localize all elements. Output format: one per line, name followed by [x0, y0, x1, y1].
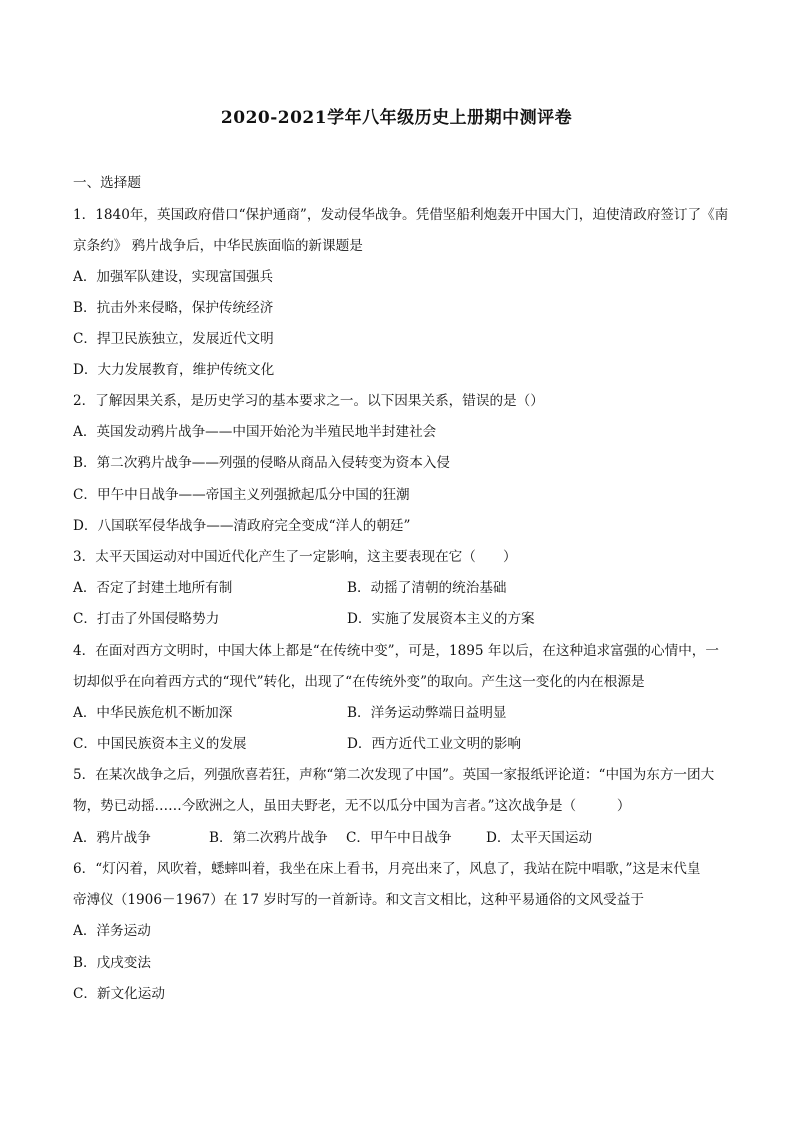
question-5-option-b: B．第二次鸦片战争 — [209, 830, 328, 846]
question-5-option-c: C．甲午中日战争 — [346, 830, 452, 846]
question-4-option-b: B．洋务运动弊端日益明显 — [347, 705, 507, 721]
question-6-option-c: C．新文化运动 — [73, 986, 165, 1002]
question-4-stem-line-1: 4．在面对西方文明时，中国大体上都是“在传统中变”，可是，1895 年以后，在这种追求富强的心情中，一 — [73, 643, 719, 659]
question-1-stem-line-1: 1．1840年，英国政府借口“保护通商”，发动侵华战争。凭借坚船利炮轰开中国大门，迫使清政府签订了《南 — [73, 207, 728, 223]
question-1-stem-line-2: 京条约》 鸦片战争后，中华民族面临的新课题是 — [73, 238, 363, 254]
question-1-option-d: D．大力发展教育，维护传统文化 — [73, 362, 275, 378]
question-6-option-a: A．洋务运动 — [73, 923, 151, 939]
question-2-option-d: D．八国联军侵华战争——清政府完全变成“洋人的朝廷” — [73, 518, 411, 534]
question-5-option-d: D．太平天国运动 — [486, 830, 593, 846]
question-1-option-a: A．加强军队建设，实现富国强兵 — [73, 269, 274, 285]
section-heading: 一、选择题 — [73, 175, 141, 191]
question-5-option-a: A．鸦片战争 — [73, 830, 151, 846]
question-3-option-b: B．动摇了清朝的统治基础 — [347, 580, 507, 596]
question-2-option-a: A．英国发动鸦片战争——中国开始沦为半殖民地半封建社会 — [73, 424, 437, 440]
question-5-stem-line-2: 物，势已动摇……今欧洲之人，虽田夫野老，无不以瓜分中国为言者。”这次战争是（ ） — [73, 798, 631, 814]
question-3-stem: 3．太平天国运动对中国近代化产生了一定影响，这主要表现在它（ ） — [73, 549, 517, 565]
question-4-option-a: A．中华民族危机不断加深 — [73, 705, 233, 721]
question-1-option-c: C．捍卫民族独立，发展近代文明 — [73, 331, 274, 347]
question-5-stem-line-1: 5．在某次战争之后，列强欣喜若狂，声称“第二次发现了中国”。英国一家报纸评论道：“中国为东方一团大 — [73, 767, 715, 783]
question-4-option-c: C．中国民族资本主义的发展 — [73, 736, 247, 752]
question-6-stem-line-2: 帝溥仪（1906－1967）在 17 岁时写的一首新诗。和文言文相比，这种平易通俗的文风受益于 — [73, 892, 644, 908]
question-3-option-c: C．打击了外国侵略势力 — [73, 611, 220, 627]
question-6-option-b: B．戊戌变法 — [73, 955, 151, 971]
question-6-stem-line-1: 6．“灯闪着，风吹着，蟋蟀叫着，我坐在床上看书，月亮出来了，风息了，我站在院中唱歌，”这是末代皇 — [73, 861, 701, 877]
question-2-option-c: C．甲午中日战争——帝国主义列强掀起瓜分中国的狂潮 — [73, 487, 410, 503]
question-1-option-b: B．抗击外来侵略，保护传统经济 — [73, 300, 274, 316]
question-3-option-a: A．否定了封建土地所有制 — [73, 580, 233, 596]
question-3-option-d: D．实施了发展资本主义的方案 — [347, 611, 535, 627]
page-title: 2020-2021学年八年级历史上册期中测评卷 — [220, 108, 573, 128]
question-4-option-d: D．西方近代工业文明的影响 — [347, 736, 522, 752]
question-2-stem: 2．了解因果关系，是历史学习的基本要求之一。以下因果关系，错误的是（） — [73, 393, 544, 409]
question-4-stem-line-2: 切却似乎在向着西方式的“现代”转化，出现了“在传统外变”的取向。产生这一变化的内在根源是 — [73, 674, 645, 690]
question-2-option-b: B．第二次鸦片战争——列强的侵略从商品入侵转变为资本入侵 — [73, 455, 451, 471]
